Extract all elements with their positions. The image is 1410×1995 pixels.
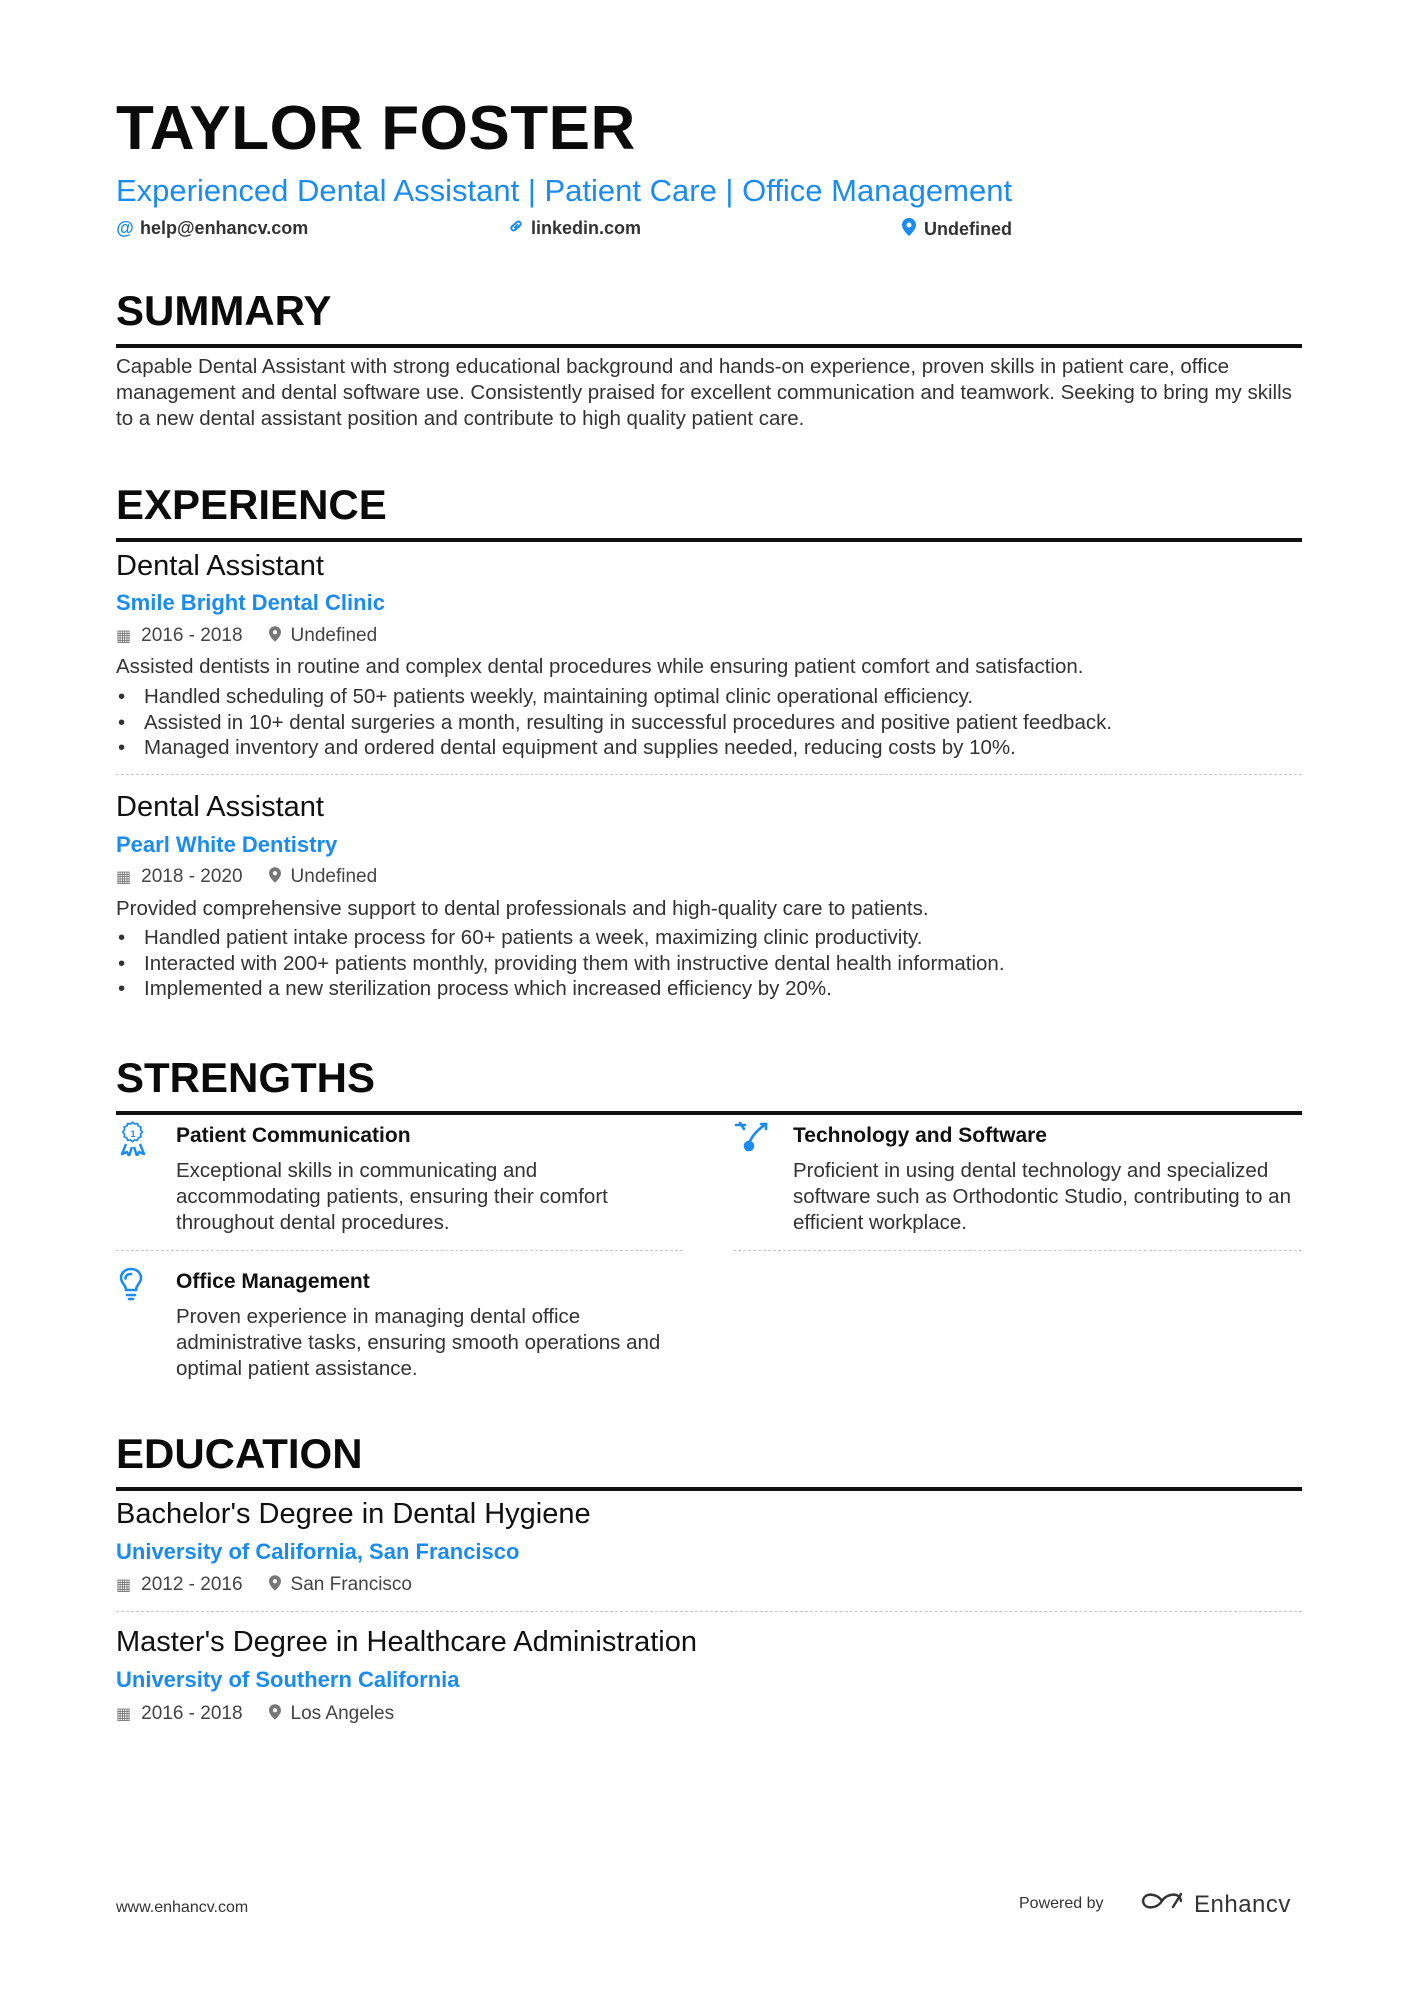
pen-tool-icon	[733, 1120, 769, 1156]
divider	[116, 774, 1302, 775]
footer-url[interactable]: www.enhancv.com	[116, 1899, 249, 1916]
linkedin-contact[interactable]	[507, 218, 641, 239]
strength-description: Proven experience in managing dental office administrative tasks, ensuring smooth operations and optimal patient assistance.	[176, 1305, 661, 1380]
company-name: Smile Bright Dental Clinic	[116, 590, 385, 615]
job-description: Assisted dentists in routine and complex dental procedures while ensuring patient comfort and satisfaction.	[116, 655, 1084, 678]
link-icon	[507, 218, 525, 239]
location-pin-icon	[269, 1704, 281, 1725]
at-sign-icon: @	[116, 218, 134, 238]
job-location: Undefined	[290, 625, 378, 646]
education-location: Los Angeles	[290, 1703, 395, 1724]
divider	[733, 1250, 1302, 1251]
job-dates: 2018 - 2020	[141, 866, 243, 887]
job-dates: 2016 - 2018	[141, 625, 243, 646]
location-pin-icon	[269, 867, 281, 888]
brand-name: Enhancv	[1194, 1890, 1291, 1918]
award-ribbon-icon	[116, 1120, 152, 1156]
calendar-icon: ▦	[116, 869, 132, 886]
location-text: Undefined	[924, 219, 1012, 239]
strength-description: Proficient in using dental technology and specialized software such as Orthodontic Studio, contributing to an efficient workplace.	[793, 1159, 1291, 1234]
job-description: Provided comprehensive support to dental professionals and high-quality care to patients.	[116, 897, 929, 920]
strengths-heading: STRENGTHS	[116, 1057, 1302, 1115]
location-contact	[900, 218, 1012, 241]
job-bullet: • Handled scheduling of 50+ patients weekly, maintaining optimal clinic operational efficiency.	[116, 684, 1302, 710]
education-location: San Francisco	[290, 1574, 412, 1595]
location-pin-icon	[269, 626, 281, 647]
job-title: Dental Assistant	[116, 791, 324, 823]
candidate-name: TAYLOR FOSTER	[116, 94, 636, 163]
email-text: help@enhancv.com	[140, 218, 309, 238]
education-dates: 2012 - 2016	[141, 1574, 243, 1595]
job-bullet: • Handled patient intake process for 60+ patients a week, maximizing clinic productivity.	[116, 925, 1302, 951]
strength-title: Technology and Software	[793, 1124, 1047, 1147]
svg-text:1: 1	[130, 1129, 136, 1139]
job-bullet: • Assisted in 10+ dental surgeries a month, resulting in successful procedures and positive patient feedback.	[116, 710, 1302, 736]
lightbulb-icon	[116, 1266, 152, 1302]
education-heading: EDUCATION	[116, 1433, 1302, 1491]
experience-heading: EXPERIENCE	[116, 484, 1302, 542]
email-contact[interactable]	[116, 218, 308, 239]
linkedin-text: linkedin.com	[531, 218, 642, 238]
job-bullets	[116, 925, 1302, 1002]
location-pin-icon	[269, 1575, 281, 1596]
summary-text: Capable Dental Assistant with strong educational background and hands-on experience, proven skills in patient care, office management and dental software use. Consistently praised for excellent communication and teamwork. Seeking to bring my skills to a new dental assistant position and contribute to high quality patient care.	[116, 355, 1292, 430]
powered-by-label: Powered by	[1019, 1895, 1104, 1912]
job-title: Dental Assistant	[116, 550, 324, 582]
job-bullet: • Managed inventory and ordered dental equipment and supplies needed, reducing costs by 10%.	[116, 735, 1302, 761]
job-meta	[116, 625, 377, 647]
education-meta	[116, 1574, 412, 1596]
location-pin-icon	[900, 218, 918, 241]
calendar-icon: ▦	[116, 628, 132, 645]
education-meta	[116, 1703, 394, 1725]
degree-title: Bachelor's Degree in Dental Hygiene	[116, 1498, 591, 1530]
divider	[116, 1611, 1302, 1612]
headline: Experienced Dental Assistant | Patient Care | Office Management	[116, 173, 1013, 208]
school-name: University of Southern California	[116, 1667, 460, 1692]
contact-row	[116, 218, 1302, 242]
school-name: University of California, San Francisco	[116, 1539, 520, 1564]
degree-title: Master's Degree in Healthcare Administration	[116, 1626, 697, 1658]
summary-heading: SUMMARY	[116, 290, 1302, 348]
calendar-icon: ▦	[116, 1706, 132, 1723]
calendar-icon: ▦	[116, 1577, 132, 1594]
strength-title: Office Management	[176, 1270, 370, 1293]
job-meta	[116, 866, 377, 888]
company-name: Pearl White Dentistry	[116, 832, 338, 857]
job-location: Undefined	[290, 866, 378, 887]
education-dates: 2016 - 2018	[141, 1703, 243, 1724]
job-bullets	[116, 684, 1302, 761]
enhancv-logo[interactable]	[1138, 1888, 1291, 1921]
job-bullet: • Implemented a new sterilization process which increased efficiency by 20%.	[116, 976, 1302, 1002]
infinity-logo-icon	[1138, 1888, 1186, 1921]
job-bullet: • Interacted with 200+ patients monthly, providing them with instructive dental health information.	[116, 951, 1302, 977]
strength-description: Exceptional skills in communicating and accommodating patients, ensuring their comfort throughout dental procedures.	[176, 1159, 608, 1234]
strength-title: Patient Communication	[176, 1124, 411, 1147]
divider	[116, 1250, 683, 1251]
